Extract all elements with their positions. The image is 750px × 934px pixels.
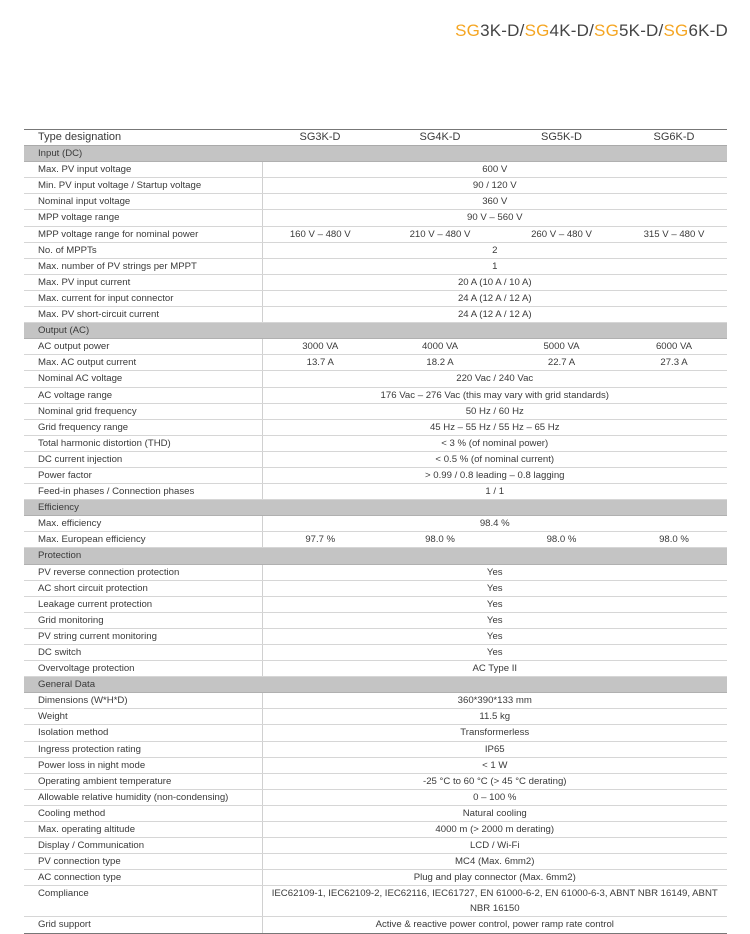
section-title: Protection <box>24 548 727 564</box>
table-row <box>24 822 727 838</box>
row-value: Transformerless <box>262 725 727 741</box>
row-value: LCD / Wi-Fi <box>262 838 727 854</box>
row-value: 2 <box>262 242 727 258</box>
row-label: Leakage current protection <box>24 596 262 612</box>
row-label: No. of MPPTs <box>24 242 262 258</box>
row-value: Yes <box>262 596 727 612</box>
row-label: Max. AC output current <box>24 355 262 371</box>
row-value: 24 A (12 A / 12 A) <box>262 307 727 323</box>
row-label: Power factor <box>24 467 262 483</box>
section-row <box>24 323 727 339</box>
row-value: 97.7 % <box>262 532 378 548</box>
row-value: 6000 VA <box>621 339 727 355</box>
row-label: Max. PV input voltage <box>24 162 262 178</box>
table-row <box>24 628 727 644</box>
row-value: 1 / 1 <box>262 484 727 500</box>
table-row <box>24 886 727 917</box>
row-value: 220 Vac / 240 Vac <box>262 371 727 387</box>
model-header: SG6K-D <box>621 130 727 146</box>
table-row <box>24 419 727 435</box>
table-row <box>24 661 727 677</box>
row-value: Natural cooling <box>262 805 727 821</box>
row-label: PV connection type <box>24 854 262 870</box>
row-label: AC connection type <box>24 870 262 886</box>
row-label: Feed-in phases / Connection phases <box>24 484 262 500</box>
row-value: 98.4 % <box>262 516 727 532</box>
table-row <box>24 387 727 403</box>
table-row <box>24 258 727 274</box>
row-value: 45 Hz – 55 Hz / 55 Hz – 65 Hz <box>262 419 727 435</box>
row-value: 360*390*133 mm <box>262 693 727 709</box>
row-label: Max. PV input current <box>24 274 262 290</box>
row-value: > 0.99 / 0.8 leading – 0.8 lagging <box>262 467 727 483</box>
row-value: Yes <box>262 628 727 644</box>
table-row <box>24 532 727 548</box>
row-value: Yes <box>262 645 727 661</box>
row-label: Compliance <box>24 886 262 917</box>
row-value: 98.0 % <box>621 532 727 548</box>
table-row <box>24 451 727 467</box>
row-label: Power loss in night mode <box>24 757 262 773</box>
row-value: 3000 VA <box>262 339 378 355</box>
row-label: Weight <box>24 709 262 725</box>
row-value: Active & reactive power control, power ramp rate control <box>262 917 727 933</box>
title-model-prefix: SG <box>455 21 481 40</box>
table-row <box>24 693 727 709</box>
row-value: 600 V <box>262 162 727 178</box>
row-value: < 0.5 % (of nominal current) <box>262 451 727 467</box>
row-label: MPP voltage range for nominal power <box>24 226 262 242</box>
section-title: General Data <box>24 677 727 693</box>
row-value: 176 Vac – 276 Vac (this may vary with grid standards) <box>262 387 727 403</box>
table-row <box>24 838 727 854</box>
row-value: 98.0 % <box>502 532 621 548</box>
table-row <box>24 226 727 242</box>
title-separator: / <box>658 21 664 40</box>
row-label: AC output power <box>24 339 262 355</box>
row-value: < 1 W <box>262 757 727 773</box>
row-value: 160 V – 480 V <box>262 226 378 242</box>
spec-table <box>24 129 727 934</box>
table-row <box>24 580 727 596</box>
row-label: Grid support <box>24 917 262 933</box>
table-row <box>24 564 727 580</box>
row-label: DC switch <box>24 645 262 661</box>
row-value: 98.0 % <box>378 532 502 548</box>
row-label: Max. PV short-circuit current <box>24 307 262 323</box>
row-label: Nominal AC voltage <box>24 371 262 387</box>
table-row <box>24 162 727 178</box>
row-value: 360 V <box>262 194 727 210</box>
model-header: SG4K-D <box>378 130 502 146</box>
title-model-suffix: 6K-D <box>688 21 728 40</box>
row-label: Max. operating altitude <box>24 822 262 838</box>
row-value: Yes <box>262 612 727 628</box>
table-row <box>24 194 727 210</box>
row-label: Display / Communication <box>24 838 262 854</box>
row-value: -25 °C to 60 °C (> 45 °C derating) <box>262 773 727 789</box>
title-model-suffix: 4K-D <box>549 21 590 40</box>
row-label: Grid monitoring <box>24 612 262 628</box>
model-header: SG3K-D <box>262 130 378 146</box>
row-label: Nominal input voltage <box>24 194 262 210</box>
row-value: 18.2 A <box>378 355 502 371</box>
row-value: 4000 VA <box>378 339 502 355</box>
row-label: Isolation method <box>24 725 262 741</box>
row-label: PV string current monitoring <box>24 628 262 644</box>
row-value: 20 A (10 A / 10 A) <box>262 274 727 290</box>
row-label: AC short circuit protection <box>24 580 262 596</box>
title-model-prefix: SG <box>524 21 550 40</box>
row-value: 260 V – 480 V <box>502 226 621 242</box>
table-row <box>24 339 727 355</box>
section-title: Input (DC) <box>24 146 727 162</box>
row-value: AC Type II <box>262 661 727 677</box>
row-label: Cooling method <box>24 805 262 821</box>
row-value: IEC62109-1, IEC62109-2, IEC62116, IEC61727, EN 61000-6-2, EN 61000-6-3, ABNT NBR 16149, ABNT NBR 16150 <box>262 886 727 917</box>
row-label: Allowable relative humidity (non-condensing) <box>24 789 262 805</box>
row-value: Plug and play connector (Max. 6mm2) <box>262 870 727 886</box>
row-label: PV reverse connection protection <box>24 564 262 580</box>
table-row <box>24 789 727 805</box>
row-value: 0 – 100 % <box>262 789 727 805</box>
section-title: Efficiency <box>24 500 727 516</box>
row-value: 90 / 120 V <box>262 178 727 194</box>
row-value: 4000 m (> 2000 m derating) <box>262 822 727 838</box>
row-value: 90 V – 560 V <box>262 210 727 226</box>
section-row <box>24 677 727 693</box>
title-model-suffix: 5K-D <box>619 21 659 40</box>
section-row <box>24 146 727 162</box>
row-label: Max. current for input connector <box>24 290 262 306</box>
row-value: < 3 % (of nominal power) <box>262 435 727 451</box>
table-row <box>24 870 727 886</box>
table-row <box>24 355 727 371</box>
row-label: Grid frequency range <box>24 419 262 435</box>
title-separator: / <box>589 21 595 40</box>
row-value: MC4 (Max. 6mm2) <box>262 854 727 870</box>
row-value: 27.3 A <box>621 355 727 371</box>
table-row <box>24 805 727 821</box>
title-model-prefix: SG <box>594 21 619 40</box>
table-row <box>24 307 727 323</box>
header-row <box>24 130 727 146</box>
row-label: Max. European efficiency <box>24 532 262 548</box>
table-row <box>24 467 727 483</box>
row-label: DC current injection <box>24 451 262 467</box>
table-row <box>24 596 727 612</box>
title-model-prefix: SG <box>663 21 689 40</box>
row-value: 24 A (12 A / 12 A) <box>262 290 727 306</box>
title-model-suffix: 3K-D <box>480 21 520 40</box>
table-row <box>24 290 727 306</box>
row-value: Yes <box>262 564 727 580</box>
table-row <box>24 725 727 741</box>
row-value: 22.7 A <box>502 355 621 371</box>
model-header: SG5K-D <box>502 130 621 146</box>
section-title: Output (AC) <box>24 323 727 339</box>
title-separator: / <box>519 21 525 40</box>
table-row <box>24 757 727 773</box>
row-label: Overvoltage protection <box>24 661 262 677</box>
row-label: Min. PV input voltage / Startup voltage <box>24 178 262 194</box>
row-value: 11.5 kg <box>262 709 727 725</box>
row-label: Ingress protection rating <box>24 741 262 757</box>
table-row <box>24 484 727 500</box>
row-value: 50 Hz / 60 Hz <box>262 403 727 419</box>
row-value: Yes <box>262 580 727 596</box>
table-row <box>24 773 727 789</box>
row-value: 5000 VA <box>502 339 621 355</box>
row-value: IP65 <box>262 741 727 757</box>
row-label: AC voltage range <box>24 387 262 403</box>
row-label: Dimensions (W*H*D) <box>24 693 262 709</box>
page-title <box>455 21 728 41</box>
table-row <box>24 274 727 290</box>
row-label: Operating ambient temperature <box>24 773 262 789</box>
table-row <box>24 612 727 628</box>
row-value: 315 V – 480 V <box>621 226 727 242</box>
row-label: Max. number of PV strings per MPPT <box>24 258 262 274</box>
row-value: 13.7 A <box>262 355 378 371</box>
table-row <box>24 917 727 933</box>
type-designation-label: Type designation <box>24 130 262 146</box>
row-label: Total harmonic distortion (THD) <box>24 435 262 451</box>
row-value: 1 <box>262 258 727 274</box>
section-row <box>24 500 727 516</box>
table-row <box>24 741 727 757</box>
row-label: MPP voltage range <box>24 210 262 226</box>
table-row <box>24 242 727 258</box>
row-value: 210 V – 480 V <box>378 226 502 242</box>
table-row <box>24 516 727 532</box>
row-label: Nominal grid frequency <box>24 403 262 419</box>
section-row <box>24 548 727 564</box>
table-row <box>24 371 727 387</box>
table-row <box>24 709 727 725</box>
row-label: Max. efficiency <box>24 516 262 532</box>
table-row <box>24 435 727 451</box>
table-row <box>24 403 727 419</box>
table-row <box>24 854 727 870</box>
table-row <box>24 210 727 226</box>
table-row <box>24 178 727 194</box>
table-row <box>24 645 727 661</box>
